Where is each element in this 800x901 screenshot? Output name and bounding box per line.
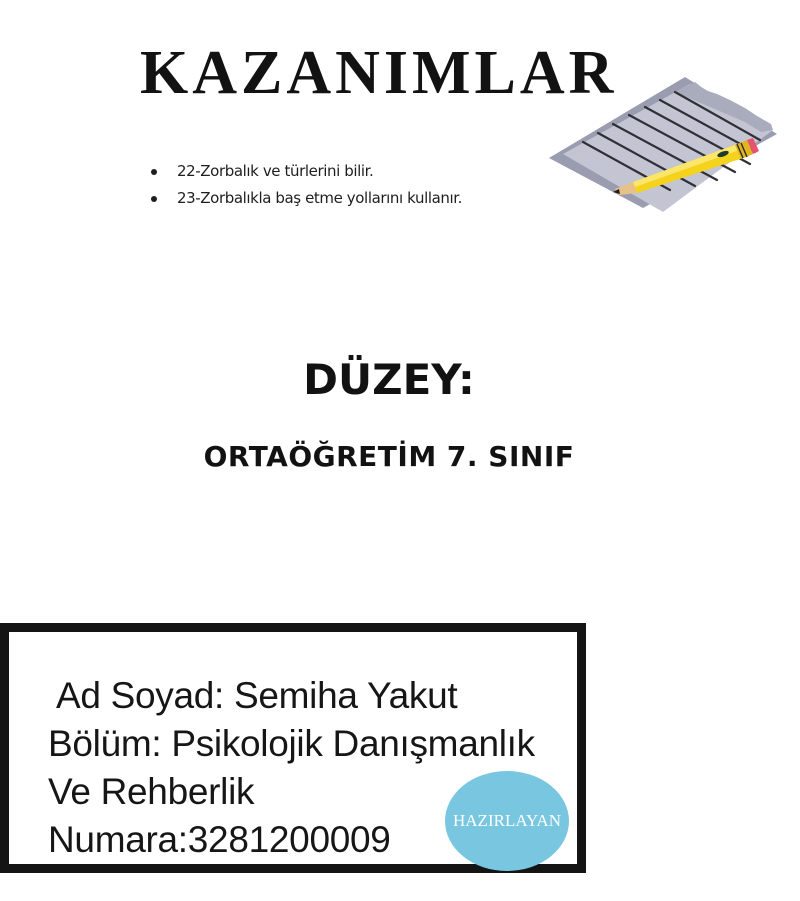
level-value: ORTAÖĞRETİM 7. SINIF bbox=[203, 440, 575, 473]
list-item bbox=[147, 185, 462, 212]
objective-text: 22-Zorbalık ve türlerini bilir. bbox=[177, 162, 374, 180]
paper-and-pencil-icon bbox=[545, 72, 785, 217]
level-heading: DÜZEY: bbox=[303, 355, 475, 404]
author-department-cont: Ve Rehberlik bbox=[48, 771, 255, 812]
badge-label: HAZIRLAYAN bbox=[453, 811, 561, 830]
bullet-icon bbox=[151, 196, 157, 202]
author-department: Bölüm: Psikolojik Danışmanlık bbox=[48, 723, 535, 764]
bullet-icon bbox=[151, 169, 157, 175]
prepared-by-badge bbox=[445, 771, 569, 871]
objectives-list bbox=[147, 158, 462, 212]
objective-text: 23-Zorbalıkla baş etme yollarını kullanır. bbox=[177, 189, 463, 207]
page-title: KAZANIMLAR bbox=[140, 39, 618, 107]
author-number: Numara:3281200009 bbox=[48, 819, 391, 860]
list-item bbox=[147, 158, 462, 185]
author-name: Ad Soyad: Semiha Yakut bbox=[56, 675, 458, 716]
